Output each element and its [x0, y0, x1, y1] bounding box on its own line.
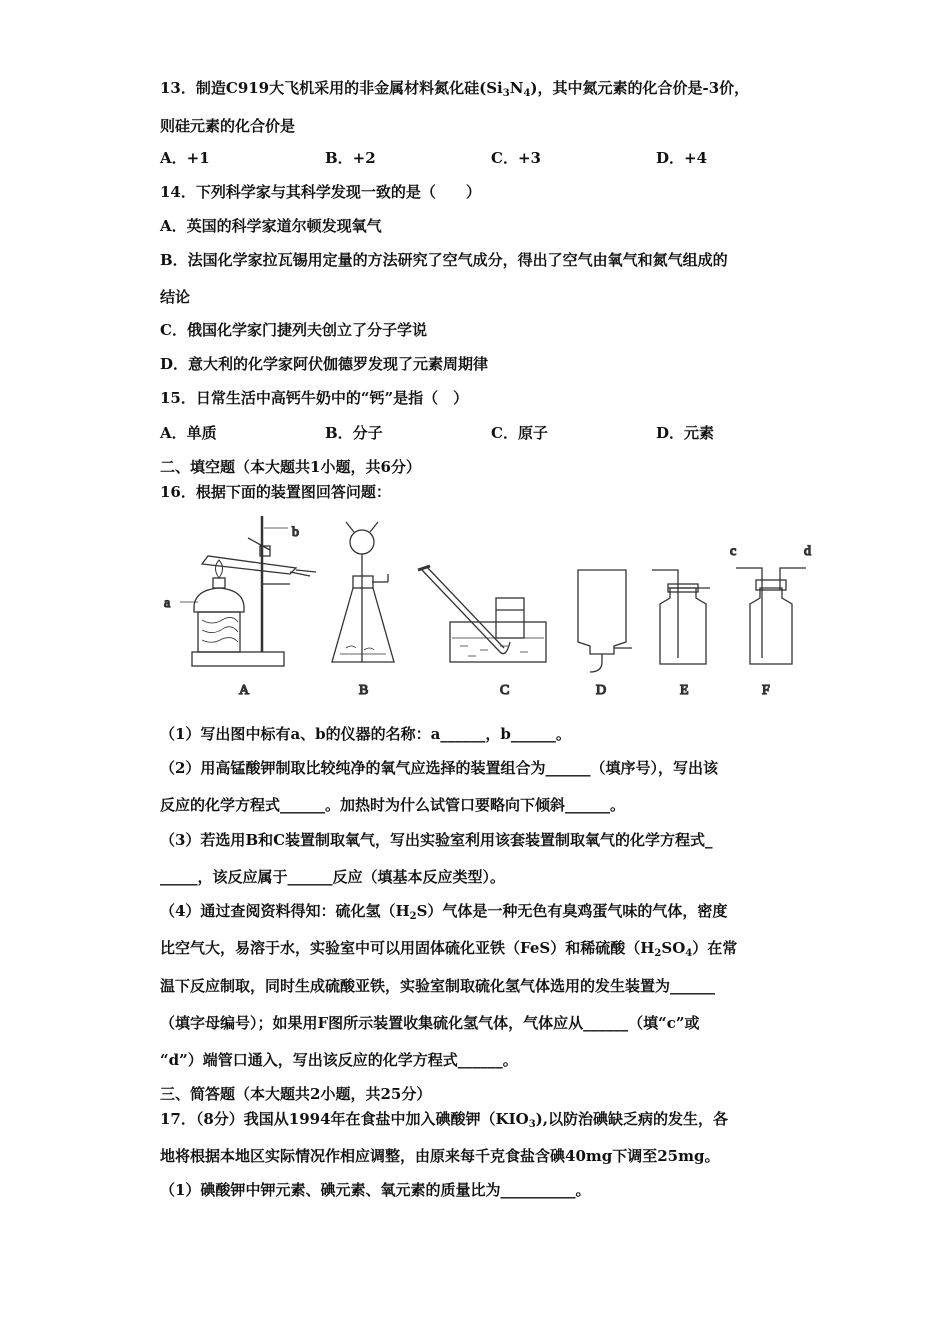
q13-option-b: B．+2 [325, 149, 376, 167]
label-a: a [164, 596, 171, 611]
apparatus-e [652, 570, 710, 664]
q16-stem: 16．根据下面的装置图回答问题： [160, 483, 391, 501]
q14-option-b-line1: B．法国化学家拉瓦锡用定量的方法研究了空气成分，得出了空气由氧气和氮气组成的 [160, 251, 728, 269]
q14-option-d: D．意大利的化学家阿伏伽德罗发现了元素周期律 [160, 355, 489, 373]
q17-part-1: （1）碘酸钾中钾元素、碘元素、氧元素的质量比为__________。 [160, 1181, 591, 1199]
q15-option-a: A．单质 [160, 424, 217, 442]
q13-stem-line1: 13．制造C919大飞机采用的非金属材料氮化硅$(Si_3N_4)$，其中氮元素的化合价是-3价， [160, 79, 750, 99]
q16-part-1: （1）写出图中标有a、b的仪器的名称：a______，b______。 [160, 725, 571, 743]
label-d: d [804, 544, 811, 559]
q16-part-4-line4: （填字母编号）；如果用F图所示装置收集硫化氢气体，气体应从______（填“c”或 [160, 1014, 700, 1032]
q14-stem: 14．下列科学家与其科学发现一致的是（ ） [160, 183, 481, 201]
label-E: E [680, 683, 689, 698]
label-F: F [762, 683, 770, 698]
q16-part-3-line2: _____，该反应属于______反应（填基本反应类型）。 [160, 868, 506, 886]
apparatus-c [418, 566, 546, 662]
q13-option-d: D．+4 [656, 149, 708, 167]
apparatus-b [332, 522, 394, 662]
label-B: B [359, 683, 369, 698]
label-c: c [730, 544, 737, 559]
q15-option-b: B．分子 [325, 424, 383, 442]
q16-part-4-line1: （4）通过查阅资料得知：硫化氢$(H_2S)$气体是一种无色有臭鸡蛋气味的气体，密度 [160, 902, 728, 922]
apparatus-d [578, 570, 632, 672]
section-2-heading: 二、填空题（本大题共1小题，共6分） [160, 458, 421, 476]
q17-stem-line1: 17．（8分）我国从1994年在食盐中加入碘酸钾$(KIO_3)$,以防治碘缺乏病的发生，各 [160, 1110, 728, 1130]
label-C: C [500, 683, 510, 698]
q15-option-c: C．原子 [491, 424, 548, 442]
q14-option-c: C．俄国化学家门捷列夫创立了分子学说 [160, 321, 427, 339]
q16-part-2-line1: （2）用高锰酸钾制取比较纯净的氧气应选择的装置组合为______（填序号），写出该 [160, 759, 718, 777]
q16-part-4-line3: 温下反应制取，同时生成硫酸亚铁，实验室制取硫化氢气体选用的发生装置为______ [160, 977, 716, 995]
q16-part-4-line2: 比空气大，易溶于水，实验室中可以用固体硫化亚铁（FeS）和稀硫酸$(H_2SO_4)$在常 [160, 939, 738, 959]
q13-stem-line2: 则硅元素的化合价是 [160, 117, 296, 135]
q16-part-4-line5: “d”）端管口通入，写出该反应的化学方程式______。 [160, 1051, 518, 1069]
q17-stem-line2: 地将根据本地区实际情况作相应调整，由原来每千克食盐含碘40mg下调至25mg。 [160, 1147, 720, 1165]
label-D: D [596, 683, 607, 698]
apparatus-figure [150, 512, 830, 702]
q16-part-2-line2: 反应的化学方程式______。加热时为什么试管口要略向下倾斜______。 [160, 796, 626, 814]
label-b: b [292, 525, 299, 540]
q16-part-3-line1: （3）若选用B和C装置制取氧气，写出实验室利用该套装置制取氧气的化学方程式_ [160, 831, 713, 849]
q13-option-c: C．+3 [491, 149, 541, 167]
label-A: A [239, 683, 250, 698]
q14-option-a: A．英国的科学家道尔顿发现氧气 [160, 217, 382, 235]
section-3-heading: 三、简答题（本大题共2小题，共25分） [160, 1085, 432, 1103]
q13-option-a: A．+1 [160, 149, 210, 167]
apparatus-f [736, 568, 806, 664]
q14-option-b-line2: 结论 [160, 288, 191, 306]
q15-stem: 15．日常生活中高钙牛奶中的“钙”是指（ ） [160, 389, 469, 407]
q15-option-d: D．元素 [656, 424, 715, 442]
